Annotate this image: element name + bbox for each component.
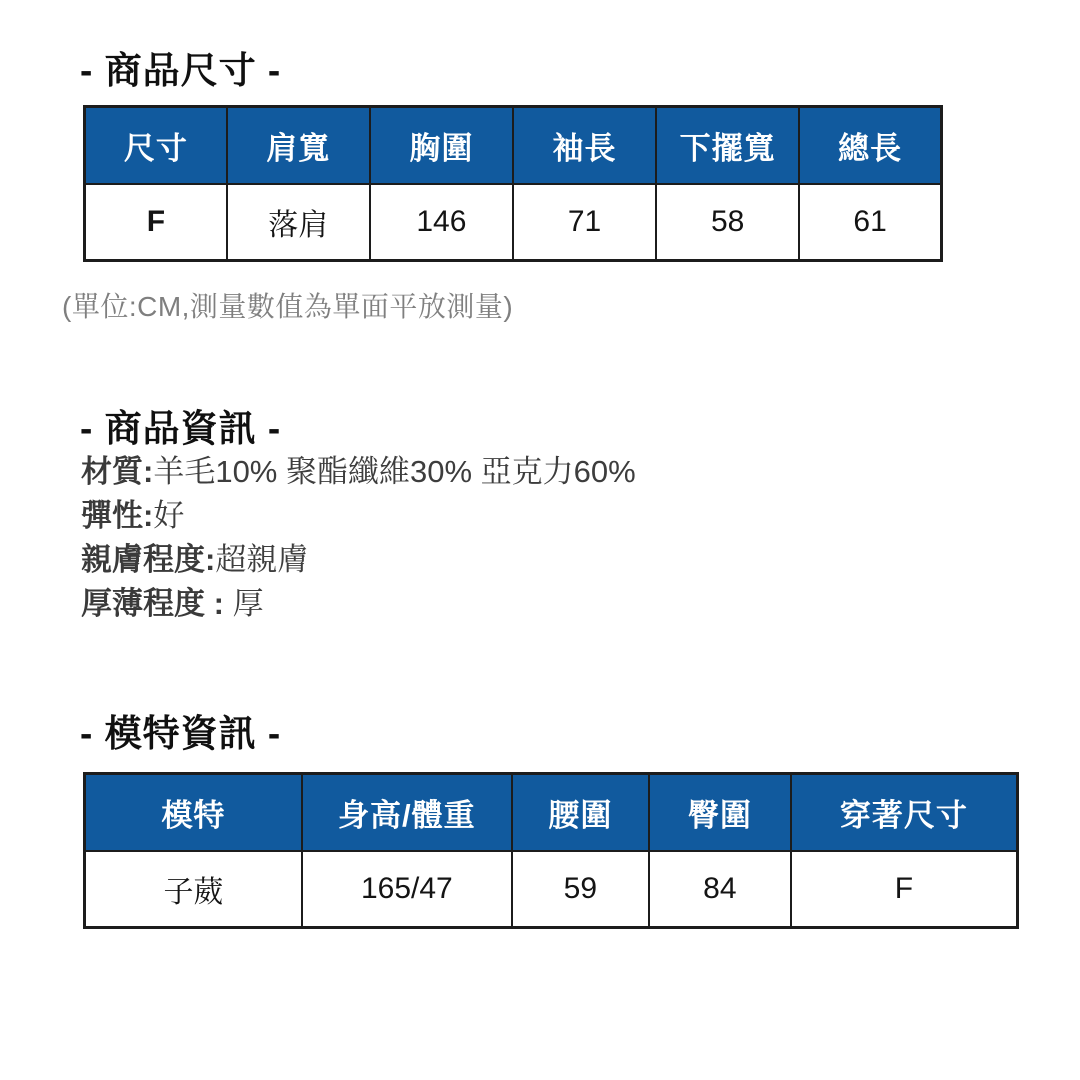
size-table-header-cell: 尺寸 [85,107,227,184]
info-label: 親膚程度 [81,542,205,577]
info-value: 羊毛10% 聚酯纖維30% 亞克力60% [153,454,636,489]
model-table-header-cell: 腰圍 [512,774,649,851]
size-table-header-cell: 胸圍 [370,107,513,184]
size-table [83,105,943,262]
size-table-cell-chest: 146 [370,184,513,261]
info-item-thickness [81,582,636,626]
size-table-header-cell: 肩寬 [227,107,370,184]
size-table-header-row [85,107,942,184]
model-table-cell-wearing-size: F [791,851,1018,928]
size-table-data-row [85,184,942,261]
info-label: 厚薄程度 [81,586,205,621]
model-table [83,772,1019,929]
size-table-header-cell: 總長 [799,107,941,184]
info-section-title: - 商品資訊 - [80,408,282,449]
size-table-cell-sleeve: 71 [513,184,656,261]
size-table-cell-hem: 58 [656,184,799,261]
size-table-cell-shoulder: 落肩 [227,184,370,261]
model-table-data-row [85,851,1018,928]
info-value: 超親膚 [215,542,309,577]
info-value: 好 [153,498,185,533]
model-table-header-row [85,774,1018,851]
model-section-title: - 模特資訊 - [80,713,282,754]
model-table-header-cell: 身高/體重 [302,774,512,851]
unit-note: (單位:CM,測量數值為單面平放測量) [62,291,514,322]
info-separator: : [205,586,233,621]
info-separator: : [205,542,216,577]
model-table-cell-name: 子葳 [85,851,302,928]
size-table-cell-size: F [85,184,227,261]
info-separator: : [143,454,154,489]
info-separator: : [143,498,154,533]
model-table-header-cell: 穿著尺寸 [791,774,1018,851]
size-table-header-cell: 下擺寬 [656,107,799,184]
info-item-elasticity [81,494,636,538]
model-table-header-cell: 模特 [85,774,302,851]
size-table-cell-length: 61 [799,184,941,261]
model-table-cell-height-weight: 165/47 [302,851,512,928]
model-table-cell-waist: 59 [512,851,649,928]
size-section-title: - 商品尺寸 - [80,50,282,91]
info-item-skin-friendliness [81,538,636,582]
info-label: 材質 [81,454,143,489]
info-value: 厚 [232,586,264,621]
model-table-header-cell: 臀圍 [649,774,791,851]
size-table-header-cell: 袖長 [513,107,656,184]
info-list [81,450,636,626]
info-item-material [81,450,636,494]
info-label: 彈性 [81,498,143,533]
model-table-cell-hip: 84 [649,851,791,928]
